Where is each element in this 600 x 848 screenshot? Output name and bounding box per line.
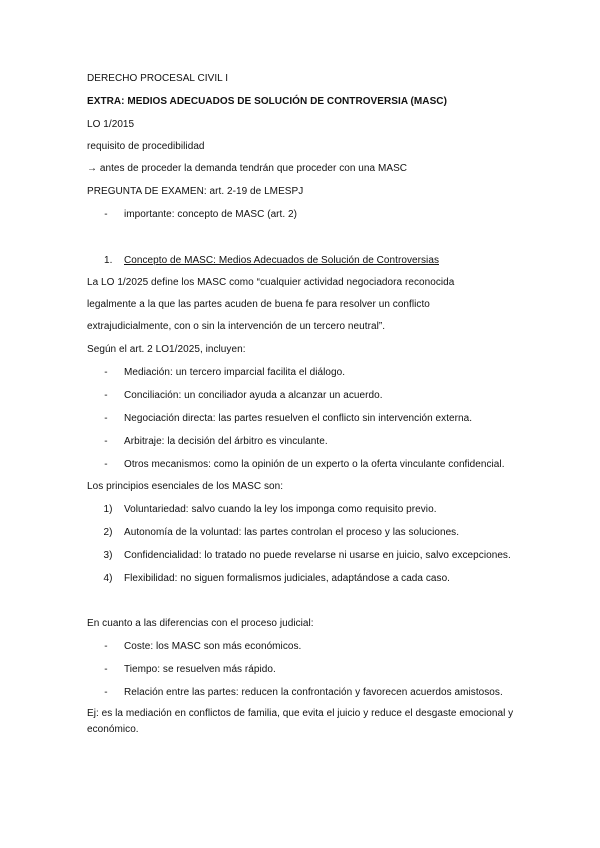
dash-marker: - (104, 641, 108, 652)
example-line: Ej: es la mediación en conflictos de familia, que evita el juicio y reduce el desgaste emocional y (87, 708, 514, 719)
example-line: económico. (87, 724, 139, 735)
list-item: Autonomía de la voluntad: las partes controlan el proceso y las soluciones. (124, 527, 460, 538)
list-item: Tiempo: se resuelven más rápido. (124, 664, 276, 675)
dash-marker: - (104, 367, 108, 378)
requirement-note: requisito de procedibilidad (87, 141, 205, 152)
definition-line: extrajudicialmente, con o sin la intervención de un tercero neutral”. (87, 321, 386, 332)
principles-intro: Los principios esenciales de los MASC son: (87, 481, 284, 492)
dash-marker: - (104, 687, 108, 698)
definition-line: legalmente a la que las partes acuden de buena fe para resolver un conflicto (87, 299, 430, 310)
list-item: Mediación: un tercero imparcial facilita el diálogo. (124, 367, 346, 378)
list-item: Flexibilidad: no siguen formalismos judiciales, adaptándose a cada caso. (124, 573, 451, 584)
differences-intro: En cuanto a las diferencias con el proceso judicial: (87, 618, 314, 629)
list-item: Negociación directa: las partes resuelven el conflicto sin intervención externa. (124, 413, 473, 424)
document-title: EXTRA: MEDIOS ADECUADOS DE SOLUCIÓN DE CONTROVERSIA (MASC) (87, 96, 447, 107)
section-heading: Concepto de MASC: Medios Adecuados de Solución de Controversias (124, 255, 439, 266)
list-item: Confidencialidad: lo tratado no puede revelarse ni usarse en juicio, salvo excepciones. (124, 550, 511, 561)
dash-marker: - (104, 664, 108, 675)
dash-marker: - (104, 390, 108, 401)
includes-intro: Según el art. 2 LO1/2025, incluyen: (87, 344, 246, 355)
section-number: 1. (104, 255, 113, 266)
list-item: Coste: los MASC son más económicos. (124, 641, 302, 652)
list-item: Conciliación: un conciliador ayuda a alcanzar un acuerdo. (124, 390, 383, 401)
important-note: importante: concepto de MASC (art. 2) (124, 209, 298, 220)
dash-marker: - (104, 209, 108, 220)
exam-question: PREGUNTA DE EXAMEN: art. 2-19 de LMESPJ (87, 186, 304, 197)
list-item: Relación entre las partes: reducen la confrontación y favorecen acuerdos amistosos. (124, 687, 503, 698)
law-reference: LO 1/2015 (87, 119, 135, 130)
dash-marker: - (104, 459, 108, 470)
number-marker: 2) (103, 527, 113, 538)
course-title: DERECHO PROCESAL CIVIL I (87, 73, 229, 84)
number-marker: 3) (103, 550, 113, 561)
dash-marker: - (104, 413, 108, 424)
dash-marker: - (104, 436, 108, 447)
list-item: Arbitraje: la decisión del árbitro es vinculante. (124, 436, 328, 447)
arrow-note: → antes de proceder la demanda tendrán que proceder con una MASC (87, 163, 408, 174)
definition-line: La LO 1/2025 define los MASC como “cualquier actividad negociadora reconocida (87, 277, 455, 288)
number-marker: 4) (103, 573, 113, 584)
number-marker: 1) (103, 504, 113, 515)
list-item: Voluntariedad: salvo cuando la ley los imponga como requisito previo. (124, 504, 437, 515)
list-item: Otros mecanismos: como la opinión de un experto o la oferta vinculante confidencial. (124, 459, 505, 470)
